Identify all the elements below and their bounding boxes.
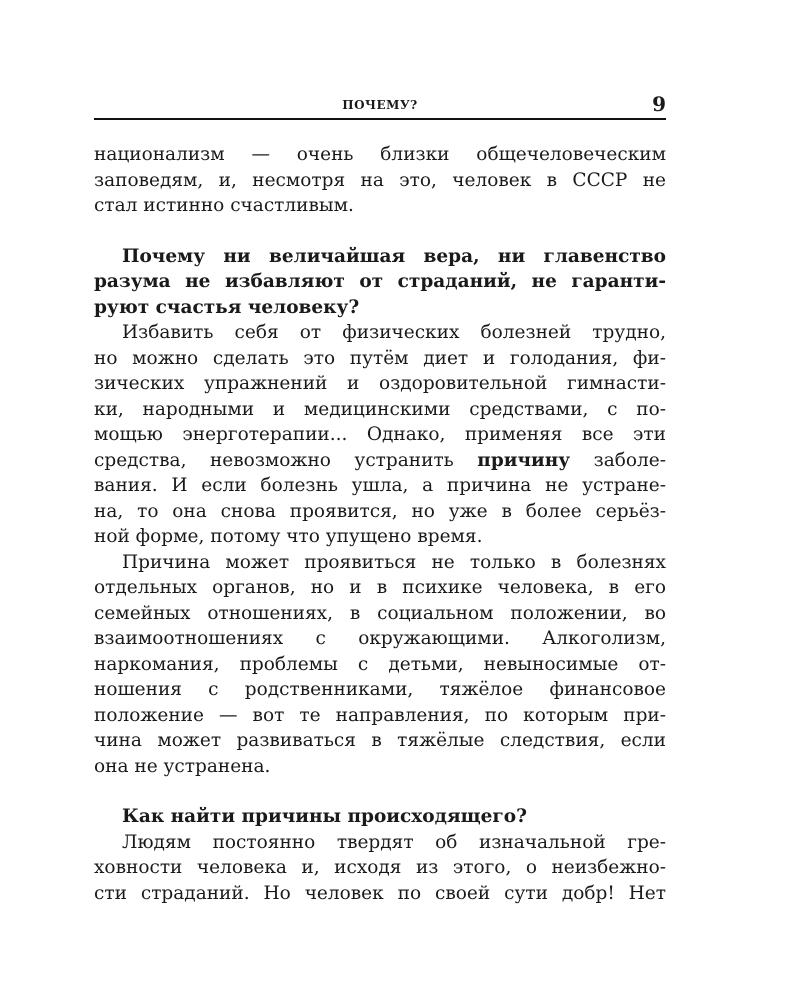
text-line: ношения с родственниками, тяжёлое финансовое: [94, 679, 666, 700]
text-line: но можно сделать это путём диет и голодания, фи-: [94, 347, 666, 369]
text-segment: средства, невозможно устранить: [94, 449, 478, 471]
text-segment: заболе-: [570, 449, 666, 471]
text-line: положение — вот те направления, по которым при-: [94, 704, 666, 726]
section-gap: [94, 779, 666, 804]
text-line: вания. И если болезнь ушла, а причина не устране-: [94, 475, 666, 496]
text-line: на, то она снова проявится, но уже в более серьёз-: [94, 500, 666, 522]
text-line-with-emphasis: [94, 448, 666, 474]
heading-line: Почему ни величайшая вера, ни главенство: [122, 245, 666, 267]
text-line: мощью энерготерапии... Однако, применяя все эти: [94, 424, 666, 445]
text-line: Избавить себя от физических болезней трудно,: [122, 322, 666, 343]
text-line: Людям постоянно твердят об изначальной гре-: [122, 831, 666, 853]
text-line: стал истинно счастливым.: [94, 195, 354, 216]
paragraph-2: [94, 320, 666, 550]
text-line: Причина может проявиться не только в болезнях: [122, 551, 666, 573]
book-page: [94, 92, 666, 906]
text-line: сти страданий. Но человек по своей сути добр! Нет: [94, 882, 666, 904]
heading-line: руют счастья человеку?: [94, 296, 360, 318]
text-line: отдельных органов, но и в психике человека, в его: [94, 577, 666, 598]
text-line: она не устранена.: [94, 755, 271, 777]
paragraph-1: [94, 142, 666, 219]
text-line: наркомания, проблемы с детьми, невыносимые от-: [94, 653, 666, 675]
paragraph-3: [94, 550, 666, 780]
text-line: ки, народными и медицинскими средствами, с по-: [94, 398, 666, 420]
section-heading-1: [94, 244, 666, 321]
running-title: ПОЧЕМУ?: [342, 98, 418, 112]
page-body: [94, 142, 666, 906]
text-line: заповедям, и, несмотря на это, человек в СССР не: [94, 169, 666, 191]
page-header: [94, 92, 666, 120]
heading-line: разума не избавляют от страданий, не гаранти-: [94, 271, 666, 292]
page-number: 9: [652, 92, 666, 116]
text-line: чина может развиваться в тяжёлые следствия, если: [94, 730, 666, 751]
paragraph-4: [94, 830, 666, 907]
text-line: взаимоотношениях с окружающими. Алкоголизм,: [94, 628, 666, 649]
heading-line: Как найти причины происходящего?: [122, 806, 527, 827]
text-line: зических упражнений и оздоровительной гимнасти-: [94, 373, 666, 394]
emphasized-word: причину: [477, 449, 571, 471]
section-gap: [94, 219, 666, 244]
text-line: ной форме, потому что упущено время.: [94, 526, 483, 547]
text-line: ховности человека и, исходя из этого, о неизбежно-: [94, 857, 666, 878]
text-line: национализм — очень близки общечеловеческим: [94, 144, 666, 165]
text-line: семейных отношениях, в социальном положении, во: [94, 602, 666, 624]
section-heading-2: [94, 804, 666, 830]
